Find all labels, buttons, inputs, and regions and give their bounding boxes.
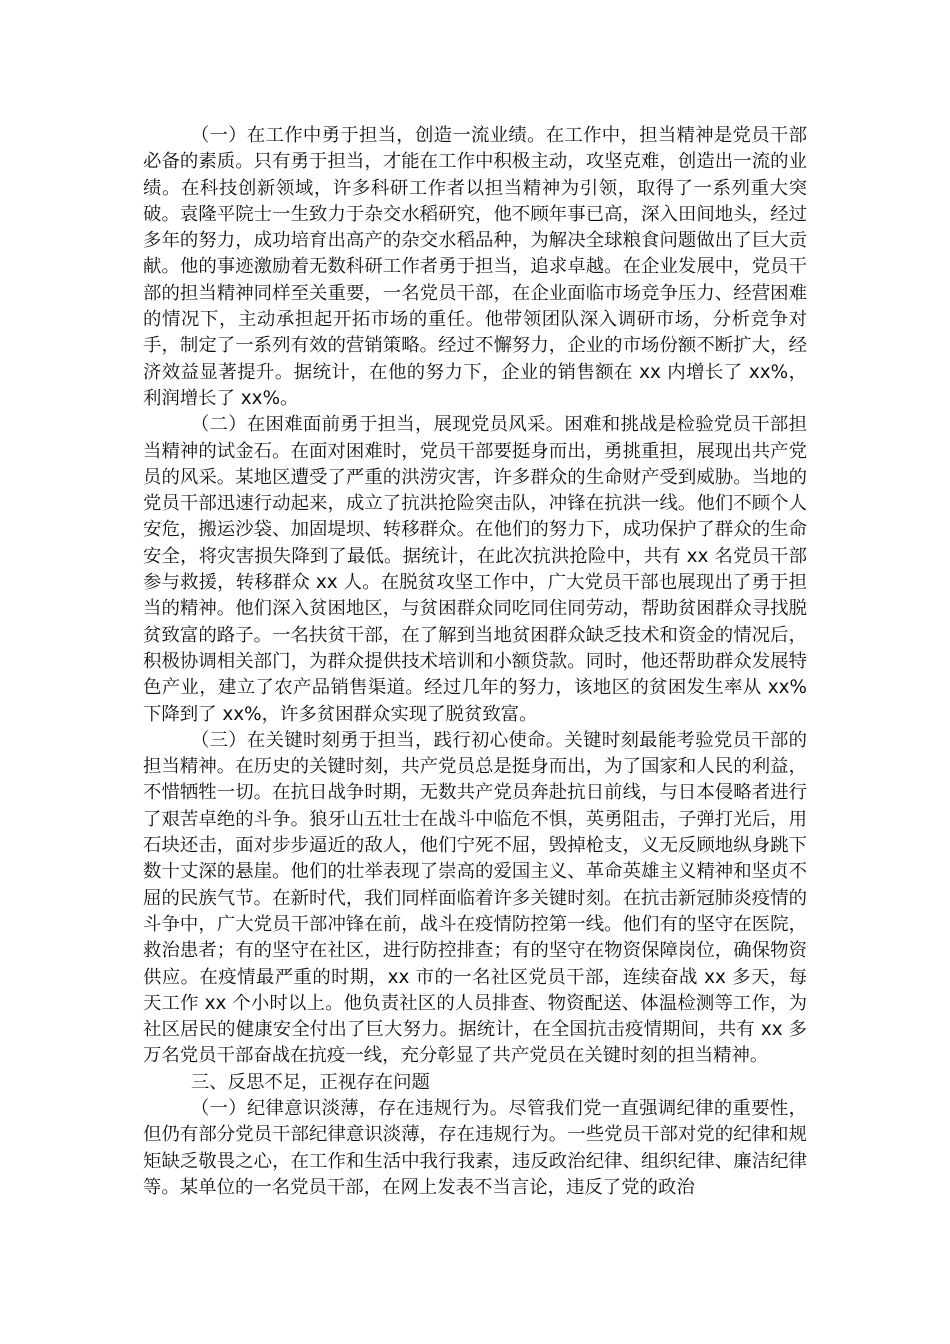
paragraph-1: （一）在工作中勇于担当，创造一流业绩。在工作中，担当精神是党员干部必备的素质。只有勇于担当，才能在工作中积极主动，攻坚克难，创造出一流的业绩。在科技创新领域，许多科研工作者以担当精神为引领，取得了一系列重大突破。袁隆平院士一生致力于杂交水稻研究，他不顾年事已高，深入田间地头，经过多年的努力，成功培育出高产的杂交水稻品种，为解决全球粮食问题做出了巨大贡献。他的事迹激励着无数科研工作者勇于担当，追求卓越。在企业发展中，党员干部的担当精神同样至关重要，一名党员干部，在企业面临市场竞争压力、经营困难的情况下，主动承担起开拓市场的重任。他带领团队深入调研市场，分析竞争对手，制定了一系列有效的营销策略。经过不懈努力，企业的市场份额不断扩大，经济效益显著提升。据统计，在他的努力下，企业的销售额在 xx 内增长了 xx%，利润增长了 xx%。 [143,125,807,409]
paragraph-4: （一）纪律意识淡薄，存在违规行为。尽管我们党一直强调纪律的重要性，但仍有部分党员干部纪律意识淡薄，存在违规行为。一些党员干部对党的纪律和规矩缺乏敬畏之心，在工作和生活中我行我素，违反政治纪律、组织纪律、廉洁纪律等。某单位的一名党员干部，在网上发表不当言论，违反了党的政治 [143,1097,807,1198]
document-page [143,123,807,1201]
section-heading: 三、反思不足，正视存在问题 [190,1071,430,1093]
paragraph-2: （二）在困难面前勇于担当，展现党员风采。困难和挑战是检验党员干部担当精神的试金石。在面对困难时，党员干部要挺身而出，勇挑重担，展现出共产党员的风采。某地区遭受了严重的洪涝灾害，许多群众的生命财产受到威胁。当地的党员干部迅速行动起来，成立了抗洪抢险突击队，冲锋在抗洪一线。他们不顾个人安危，搬运沙袋、加固堤坝、转移群众。在他们的努力下，成功保护了群众的生命安全，将灾害损失降到了最低。据统计，在此次抗洪抢险中，共有 xx 名党员干部参与救援，转移群众 xx 人。在脱贫攻坚工作中，广大党员干部也展现出了勇于担当的精神。他们深入贫困地区，与贫困群众同吃同住同劳动，帮助贫困群众寻找脱贫致富的路子。一名扶贫干部，在了解到当地贫困群众缺乏技术和资金的情况后，积极协调相关部门，为群众提供技术培训和小额贷款。同时，他还帮助群众发展特色产业，建立了农产品销售渠道。经过几年的努力，该地区的贫困发生率从 xx%下降到了 xx%，许多贫困群众实现了脱贫致富。 [143,414,807,725]
paragraph-3: （三）在关键时刻勇于担当，践行初心使命。关键时刻最能考验党员干部的担当精神。在历史的关键时刻，共产党员总是挺身而出，为了国家和人民的利益，不惜牺牲一切。在抗日战争时期，无数共产党员奔赴抗日前线，与日本侵略者进行了艰苦卓绝的斗争。狼牙山五壮士在战斗中临危不惧，英勇阻击，子弹打光后，用石块还击，面对步步逼近的敌人，他们宁死不屈，毁掉枪支，义无反顾地纵身跳下数十丈深的悬崖。他们的壮举表现了崇高的爱国主义、革命英雄主义精神和坚贞不屈的民族气节。在新时代，我们同样面临着许多关键时刻。在抗击新冠肺炎疫情的斗争中，广大党员干部冲锋在前，战斗在疫情防控第一线。他们有的坚守在医院，救治患者；有的坚守在社区，进行防控排查；有的坚守在物资保障岗位，确保物资供应。在疫情最严重的时期，xx 市的一名社区党员干部，连续奋战 xx 多天，每天工作 xx 个小时以上。他负责社区的人员排查、物资配送、体温检测等工作，为社区居民的健康安全付出了巨大努力。据统计，在全国抗击疫情期间，共有 xx 多万名党员干部奋战在抗疫一线，充分彰显了共产党员在关键时刻的担当精神。 [143,729,807,1067]
